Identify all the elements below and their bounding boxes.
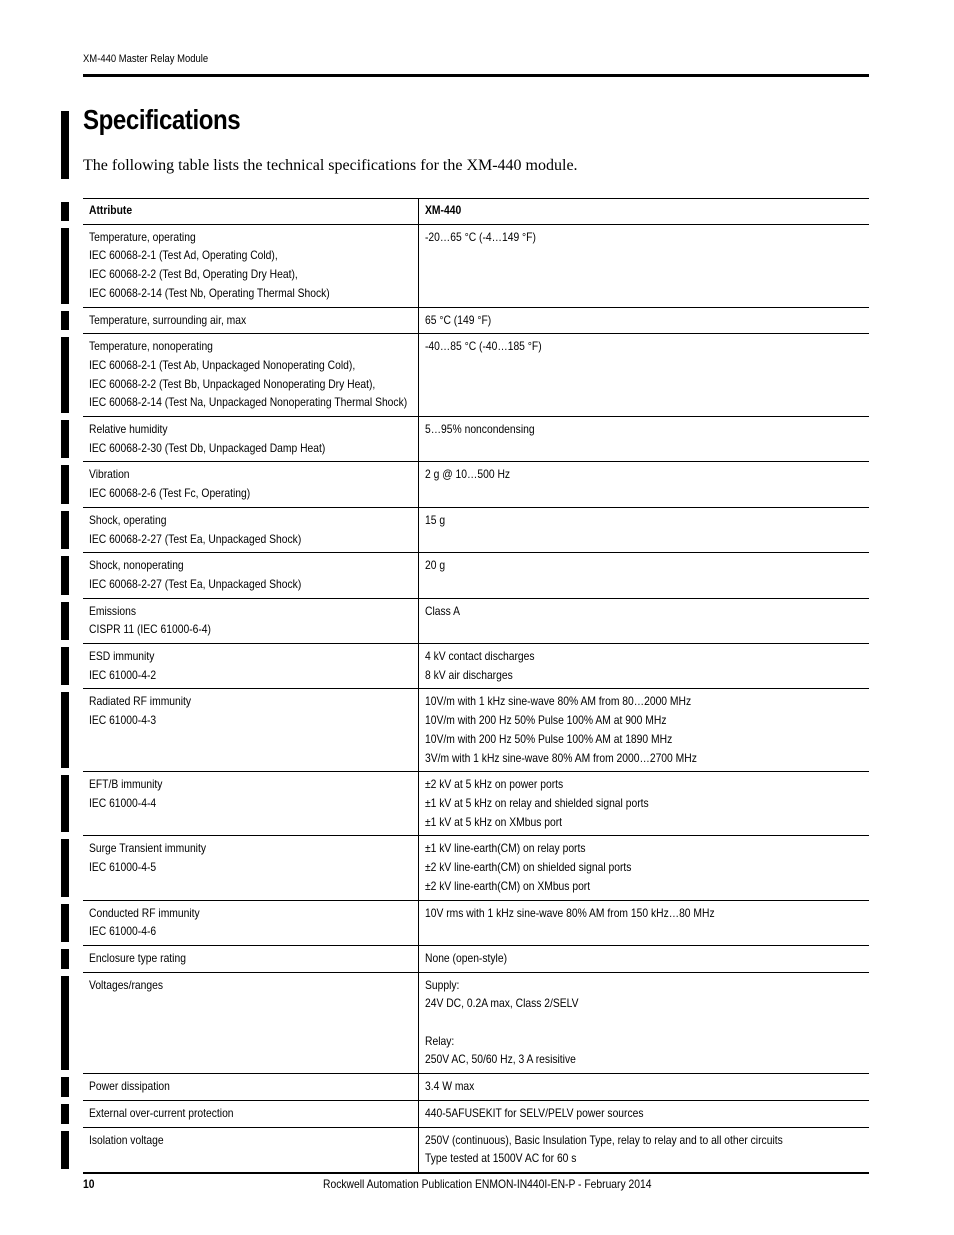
change-bar: [61, 311, 69, 331]
value-line: 10V/m with 200 Hz 50% Pulse 100% AM at 900 MHz: [424, 713, 666, 728]
attribute-cell: [83, 1100, 418, 1127]
change-bar: [61, 202, 69, 221]
attribute-cell: [83, 224, 418, 307]
attribute-standard: IEC 60068-2-30 (Test Db, Unpackaged Damp Heat): [89, 440, 326, 455]
value-line: Class A: [424, 603, 460, 618]
attribute-standard: IEC 60068-2-27 (Test Ea, Unpackaged Shock): [89, 531, 302, 546]
change-bar: [61, 775, 69, 832]
table-row: [83, 598, 869, 643]
value-cell: [418, 307, 869, 334]
value-cell: [418, 507, 869, 552]
value-cell: [418, 772, 869, 836]
attribute-cell: [83, 598, 418, 643]
change-bar: [61, 228, 69, 304]
attribute-name: Radiated RF immunity: [89, 694, 192, 709]
value-line: Supply:: [424, 977, 459, 992]
change-bar: [61, 647, 69, 685]
attribute-name: Shock, operating: [89, 512, 167, 527]
value-cell: [418, 900, 869, 945]
change-bar: [61, 337, 69, 413]
value-line: 250V AC, 50/60 Hz, 3 A resisitive: [424, 1052, 576, 1067]
attribute-standard: IEC 60068-2-14 (Test Na, Unpackaged Nonoperating Thermal Shock): [89, 395, 408, 410]
value-cell: [418, 334, 869, 417]
table-body: [83, 224, 869, 1173]
attribute-cell: [83, 553, 418, 598]
value-line: 10V rms with 1 kHz sine-wave 80% AM from 150 kHz…80 MHz: [424, 905, 715, 920]
attribute-standard: IEC 60068-2-27 (Test Ea, Unpackaged Shock): [89, 576, 302, 591]
attribute-cell: [83, 772, 418, 836]
table-row: [83, 417, 869, 462]
value-cell: [418, 836, 869, 900]
value-line: 10V/m with 1 kHz sine-wave 80% AM from 80…2000 MHz: [424, 694, 691, 709]
value-cell: [418, 1074, 869, 1101]
table-row: [83, 553, 869, 598]
table-row: [83, 644, 869, 689]
value-line: -20…65 °C (-4…149 °F): [424, 229, 536, 244]
value-line: ±1 kV at 5 kHz on relay and shielded signal ports: [424, 795, 649, 810]
value-line: 10V/m with 200 Hz 50% Pulse 100% AM at 1890 MHz: [424, 731, 672, 746]
change-bar: [61, 949, 69, 969]
table-row: [83, 945, 869, 972]
attribute-name: Emissions: [89, 603, 137, 618]
value-cell: [418, 462, 869, 507]
change-bar: [61, 904, 69, 942]
table-row: [83, 772, 869, 836]
attribute-name: Temperature, nonoperating: [89, 339, 213, 354]
attribute-cell: [83, 900, 418, 945]
value-line: 24V DC, 0.2A max, Class 2/SELV: [424, 996, 579, 1011]
table-row: [83, 1127, 869, 1173]
table-row: [83, 900, 869, 945]
change-bar: [61, 602, 69, 640]
attribute-standard: IEC 60068-2-2 (Test Bb, Unpackaged Nonoperating Dry Heat),: [89, 376, 376, 391]
value-line: ±2 kV line-earth(CM) on shielded signal ports: [424, 860, 631, 875]
table-row: [83, 836, 869, 900]
attribute-cell: [83, 334, 418, 417]
attribute-name: Temperature, operating: [89, 229, 196, 244]
attribute-cell: [83, 644, 418, 689]
attribute-cell: [83, 1074, 418, 1101]
value-line: 20 g: [424, 558, 445, 573]
attribute-name: Shock, nonoperating: [89, 558, 184, 573]
change-bar: [61, 692, 69, 768]
attribute-name: ESD immunity: [89, 649, 155, 664]
attribute-cell: [83, 462, 418, 507]
attribute-name: Power dissipation: [89, 1079, 170, 1094]
page-number: 10: [83, 1177, 95, 1191]
attribute-standard: IEC 61000-4-4: [89, 795, 157, 810]
table-row: [83, 334, 869, 417]
value-line: 440-5AFUSEKIT for SELV/PELV power sources: [424, 1105, 644, 1120]
change-bar: [61, 1104, 69, 1124]
change-bar: [61, 839, 69, 896]
page-title: Specifications: [83, 104, 241, 135]
attribute-standard: IEC 60068-2-1 (Test Ad, Operating Cold),: [89, 248, 278, 263]
change-bar: [61, 511, 69, 549]
attribute-cell: [83, 945, 418, 972]
table-row: [83, 462, 869, 507]
value-line: -40…85 °C (-40…185 °F): [424, 339, 542, 354]
attribute-cell: [83, 689, 418, 772]
value-cell: [418, 417, 869, 462]
table-row: [83, 1100, 869, 1127]
value-line: [425, 1013, 802, 1032]
attribute-name: Voltages/ranges: [89, 977, 164, 992]
attribute-cell: [83, 1127, 418, 1173]
table-row: [83, 307, 869, 334]
value-line: 3.4 W max: [424, 1079, 474, 1094]
value-cell: [418, 553, 869, 598]
attribute-standard: IEC 61000-4-5: [89, 860, 157, 875]
value-cell: [418, 644, 869, 689]
value-line: 65 °C (149 °F): [424, 312, 491, 327]
column-header-attribute: Attribute: [83, 199, 418, 225]
attribute-cell: [83, 307, 418, 334]
value-line: 15 g: [424, 512, 445, 527]
attribute-name: Vibration: [89, 467, 130, 482]
running-header: XM-440 Master Relay Module: [83, 53, 209, 65]
header-rule: [83, 74, 869, 77]
value-line: None (open-style): [424, 950, 507, 965]
value-cell: [418, 1127, 869, 1173]
attribute-standard: IEC 60068-2-2 (Test Bd, Operating Dry Heat),: [89, 267, 298, 282]
value-line: 2 g @ 10…500 Hz: [424, 467, 510, 482]
attribute-name: Enclosure type rating: [89, 950, 186, 965]
value-line: Type tested at 1500V AC for 60 s: [424, 1151, 576, 1166]
intro-paragraph: The following table lists the technical specifications for the XM-440 module.: [83, 157, 578, 174]
attribute-cell: [83, 507, 418, 552]
attribute-name: Temperature, surrounding air, max: [89, 312, 247, 327]
publication-footer: Rockwell Automation Publication ENMON-IN440I-EN-P - February 2014: [323, 1177, 652, 1191]
value-line: 5…95% noncondensing: [424, 422, 535, 437]
attribute-name: Conducted RF immunity: [89, 905, 200, 920]
attribute-name: EFT/B immunity: [89, 777, 163, 792]
change-bar: [61, 556, 69, 594]
value-line: ±2 kV line-earth(CM) on XMbus port: [424, 878, 590, 893]
attribute-cell: [83, 972, 418, 1074]
value-line: 4 kV contact discharges: [424, 649, 535, 664]
attribute-name: Surge Transient immunity: [89, 841, 207, 856]
table-row: [83, 1074, 869, 1101]
change-bar: [61, 465, 69, 503]
table-row: [83, 507, 869, 552]
value-line: 250V (continuous), Basic Insulation Type, relay to relay and to all other circuits: [424, 1132, 783, 1147]
change-bar: [61, 1131, 69, 1169]
attribute-cell: [83, 417, 418, 462]
attribute-standard: IEC 61000-4-6: [89, 924, 157, 939]
value-line: ±1 kV line-earth(CM) on relay ports: [424, 841, 586, 856]
column-header-value: XM-440: [418, 199, 869, 225]
change-bar: [61, 976, 69, 1071]
attribute-standard: CISPR 11 (IEC 61000-6-4): [89, 622, 211, 637]
value-line: 8 kV air discharges: [424, 667, 513, 682]
change-bar: [61, 1077, 69, 1097]
value-cell: [418, 598, 869, 643]
value-line: ±2 kV at 5 kHz on power ports: [424, 777, 563, 792]
attribute-name: Isolation voltage: [89, 1132, 164, 1147]
attribute-standard: IEC 60068-2-14 (Test Nb, Operating Thermal Shock): [89, 285, 330, 300]
attribute-standard: IEC 60068-2-6 (Test Fc, Operating): [89, 486, 251, 501]
change-bar: [61, 420, 69, 458]
table-row: [83, 972, 869, 1074]
table-header-row: [83, 199, 869, 225]
value-cell: [418, 945, 869, 972]
value-cell: [418, 1100, 869, 1127]
attribute-standard: IEC 60068-2-1 (Test Ab, Unpackaged Nonoperating Cold),: [89, 357, 356, 372]
attribute-standard: IEC 61000-4-3: [89, 713, 157, 728]
value-line: 3V/m with 1 kHz sine-wave 80% AM from 2000…2700 MHz: [424, 750, 697, 765]
value-line: ±1 kV at 5 kHz on XMbus port: [424, 814, 562, 829]
table-row: [83, 689, 869, 772]
value-cell: [418, 972, 869, 1074]
attribute-cell: [83, 836, 418, 900]
value-cell: [418, 689, 869, 772]
value-line: Relay:: [424, 1033, 454, 1048]
value-cell: [418, 224, 869, 307]
attribute-name: External over-current protection: [89, 1105, 234, 1120]
attribute-standard: IEC 61000-4-2: [89, 667, 157, 682]
specifications-table: [83, 198, 869, 1174]
attribute-name: Relative humidity: [89, 422, 168, 437]
title-change-bar: [61, 111, 69, 179]
table-row: [83, 224, 869, 307]
